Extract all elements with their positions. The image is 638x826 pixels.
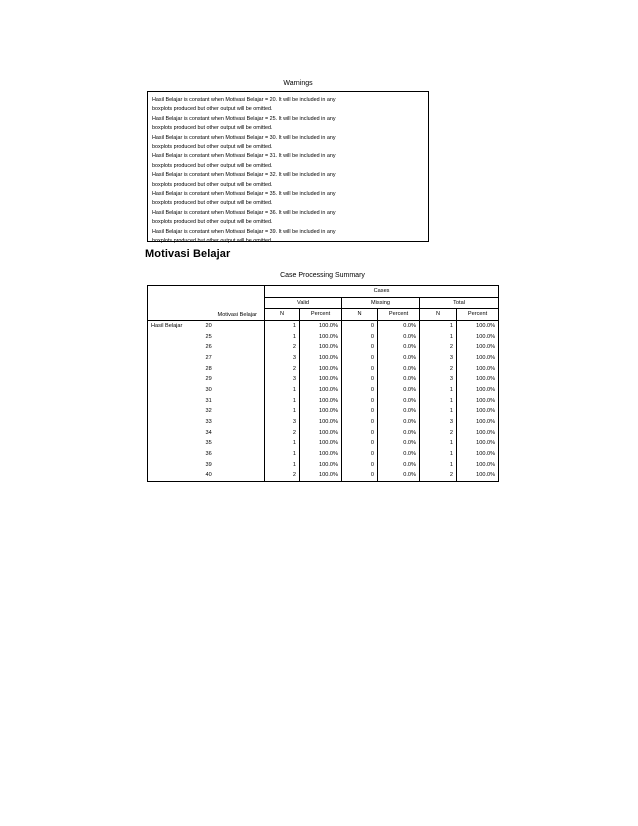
valid-percent-cell: 100.0% xyxy=(300,449,342,460)
warning-line: boxplots produced but other output will be omitted. xyxy=(152,181,273,188)
dependent-variable-label: Hasil Belajar xyxy=(148,320,203,481)
valid-header: Valid xyxy=(265,297,342,309)
n-header: N xyxy=(265,309,300,321)
valid-n-cell: 1 xyxy=(265,449,300,460)
missing-percent-cell: 0.0% xyxy=(378,353,420,364)
missing-percent-cell: 0.0% xyxy=(378,449,420,460)
valid-n-cell: 2 xyxy=(265,427,300,438)
category-cell: 25 xyxy=(205,333,212,340)
valid-n-cell: 2 xyxy=(265,342,300,353)
warning-line: Hasil Belajar is constant when Motivasi Belajar = 36. It will be included in any xyxy=(152,209,336,216)
table-row xyxy=(148,320,499,331)
valid-n-cell: 3 xyxy=(265,417,300,428)
total-percent-cell: 100.0% xyxy=(457,342,499,353)
warning-line: boxplots produced but other output will be omitted. xyxy=(152,219,273,226)
total-percent-cell: 100.0% xyxy=(457,331,499,342)
total-percent-cell: 100.0% xyxy=(457,417,499,428)
valid-n-cell: 1 xyxy=(265,395,300,406)
missing-n-cell: 0 xyxy=(342,363,378,374)
total-n-cell: 1 xyxy=(420,385,457,396)
valid-percent-cell: 100.0% xyxy=(300,353,342,364)
valid-n-cell: 1 xyxy=(265,385,300,396)
valid-n-cell: 1 xyxy=(265,320,300,331)
category-cell: 31 xyxy=(205,397,212,404)
n-header: N xyxy=(420,309,457,321)
valid-percent-cell: 100.0% xyxy=(300,363,342,374)
missing-n-cell: 0 xyxy=(342,427,378,438)
total-n-cell: 2 xyxy=(420,427,457,438)
total-n-cell: 1 xyxy=(420,449,457,460)
category-cell: 26 xyxy=(205,344,212,351)
cases-header: Cases xyxy=(265,286,499,298)
missing-n-cell: 0 xyxy=(342,395,378,406)
row-variable-label: Motivasi Belajar xyxy=(217,311,258,318)
warning-line: Hasil Belajar is constant when Motivasi Belajar = 30. It will be included in any xyxy=(152,134,336,141)
total-n-cell: 1 xyxy=(420,459,457,470)
valid-percent-cell: 100.0% xyxy=(300,417,342,428)
valid-percent-cell: 100.0% xyxy=(300,342,342,353)
total-n-cell: 2 xyxy=(420,470,457,481)
warning-line: Hasil Belajar is constant when Motivasi Belajar = 25. It will be included in any xyxy=(152,115,336,122)
missing-n-cell: 0 xyxy=(342,470,378,481)
category-cell: 29 xyxy=(205,376,212,383)
total-n-cell: 1 xyxy=(420,395,457,406)
total-percent-cell: 100.0% xyxy=(457,374,499,385)
missing-n-cell: 0 xyxy=(342,320,378,331)
percent-header: Percent xyxy=(457,309,499,321)
total-percent-cell: 100.0% xyxy=(457,320,499,331)
missing-percent-cell: 0.0% xyxy=(378,427,420,438)
valid-n-cell: 3 xyxy=(265,374,300,385)
warning-line: boxplots produced but other output will be omitted. xyxy=(152,162,273,169)
total-percent-cell: 100.0% xyxy=(457,385,499,396)
missing-percent-cell: 0.0% xyxy=(378,459,420,470)
missing-n-cell: 0 xyxy=(342,385,378,396)
warning-line: boxplots produced but other output will be omitted. xyxy=(152,106,273,113)
missing-percent-cell: 0.0% xyxy=(378,406,420,417)
missing-percent-cell: 0.0% xyxy=(378,470,420,481)
table-corner xyxy=(148,286,265,321)
category-cell: 27 xyxy=(205,354,212,361)
case-summary-title: Case Processing Summary xyxy=(280,272,365,279)
warning-line: boxplots produced but other output will be omitted. xyxy=(152,125,273,132)
warnings-title: Warnings xyxy=(283,80,313,87)
section-title: Motivasi Belajar xyxy=(145,248,231,260)
warning-line: Hasil Belajar is constant when Motivasi Belajar = 20. It will be included in any xyxy=(152,97,336,103)
warnings-box xyxy=(147,91,429,245)
category-cell: 33 xyxy=(205,419,212,426)
total-n-cell: 1 xyxy=(420,320,457,331)
total-n-cell: 3 xyxy=(420,374,457,385)
warning-line: Hasil Belajar is constant when Motivasi Belajar = 32. It will be included in any xyxy=(152,172,336,179)
total-percent-cell: 100.0% xyxy=(457,470,499,481)
missing-percent-cell: 0.0% xyxy=(378,385,420,396)
category-cell: 28 xyxy=(205,365,212,372)
total-header: Total xyxy=(420,297,499,309)
missing-percent-cell: 0.0% xyxy=(378,438,420,449)
category-cell: 35 xyxy=(205,440,212,447)
percent-header: Percent xyxy=(378,309,420,321)
missing-percent-cell: 0.0% xyxy=(378,363,420,374)
valid-n-cell: 2 xyxy=(265,470,300,481)
valid-percent-cell: 100.0% xyxy=(300,427,342,438)
valid-percent-cell: 100.0% xyxy=(300,470,342,481)
n-header: N xyxy=(342,309,378,321)
category-cell: 34 xyxy=(205,429,212,436)
valid-percent-cell: 100.0% xyxy=(300,331,342,342)
missing-percent-cell: 0.0% xyxy=(378,395,420,406)
valid-n-cell: 1 xyxy=(265,438,300,449)
missing-percent-cell: 0.0% xyxy=(378,320,420,331)
total-n-cell: 3 xyxy=(420,417,457,428)
warning-line: Hasil Belajar is constant when Motivasi Belajar = 35. It will be included in any xyxy=(152,191,336,198)
total-percent-cell: 100.0% xyxy=(457,459,499,470)
category-cell: 40 xyxy=(203,470,265,481)
missing-header: Missing xyxy=(342,297,420,309)
missing-percent-cell: 0.0% xyxy=(378,417,420,428)
warning-line: boxplots produced but other output will be omitted. xyxy=(152,238,273,245)
valid-percent-cell: 100.0% xyxy=(300,438,342,449)
missing-n-cell: 0 xyxy=(342,353,378,364)
valid-n-cell: 1 xyxy=(265,406,300,417)
valid-percent-cell: 100.0% xyxy=(300,395,342,406)
missing-n-cell: 0 xyxy=(342,459,378,470)
valid-n-cell: 2 xyxy=(265,363,300,374)
valid-percent-cell: 100.0% xyxy=(300,385,342,396)
total-percent-cell: 100.0% xyxy=(457,363,499,374)
total-percent-cell: 100.0% xyxy=(457,395,499,406)
category-cell: 20 xyxy=(205,322,212,329)
warning-line: boxplots produced but other output will be omitted. xyxy=(152,200,273,207)
missing-percent-cell: 0.0% xyxy=(378,342,420,353)
missing-n-cell: 0 xyxy=(342,449,378,460)
warning-line: boxplots produced but other output will be omitted. xyxy=(152,144,273,151)
warning-line: Hasil Belajar is constant when Motivasi Belajar = 31. It will be included in any xyxy=(152,153,336,160)
valid-percent-cell: 100.0% xyxy=(300,374,342,385)
category-cell: 32 xyxy=(205,408,212,415)
missing-n-cell: 0 xyxy=(342,331,378,342)
missing-n-cell: 0 xyxy=(342,342,378,353)
missing-percent-cell: 0.0% xyxy=(378,374,420,385)
valid-percent-cell: 100.0% xyxy=(300,459,342,470)
warning-line: Hasil Belajar is constant when Motivasi Belajar = 39. It will be included in any xyxy=(152,228,336,235)
missing-n-cell: 0 xyxy=(342,438,378,449)
total-percent-cell: 100.0% xyxy=(457,427,499,438)
total-percent-cell: 100.0% xyxy=(457,353,499,364)
total-n-cell: 1 xyxy=(420,438,457,449)
total-n-cell: 2 xyxy=(420,363,457,374)
total-n-cell: 3 xyxy=(420,353,457,364)
category-cell: 30 xyxy=(205,386,212,393)
total-n-cell: 1 xyxy=(420,406,457,417)
total-n-cell: 2 xyxy=(420,342,457,353)
missing-n-cell: 0 xyxy=(342,417,378,428)
category-cell: 39 xyxy=(205,461,212,468)
total-percent-cell: 100.0% xyxy=(457,449,499,460)
category-cell: 36 xyxy=(205,451,212,458)
valid-n-cell: 1 xyxy=(265,331,300,342)
total-percent-cell: 100.0% xyxy=(457,438,499,449)
valid-n-cell: 3 xyxy=(265,353,300,364)
valid-n-cell: 1 xyxy=(265,459,300,470)
percent-header: Percent xyxy=(300,309,342,321)
missing-n-cell: 0 xyxy=(342,374,378,385)
total-n-cell: 1 xyxy=(420,331,457,342)
total-percent-cell: 100.0% xyxy=(457,406,499,417)
missing-n-cell: 0 xyxy=(342,406,378,417)
missing-percent-cell: 0.0% xyxy=(378,331,420,342)
valid-percent-cell: 100.0% xyxy=(300,406,342,417)
valid-percent-cell: 100.0% xyxy=(300,320,342,331)
case-processing-summary-table xyxy=(147,285,499,482)
